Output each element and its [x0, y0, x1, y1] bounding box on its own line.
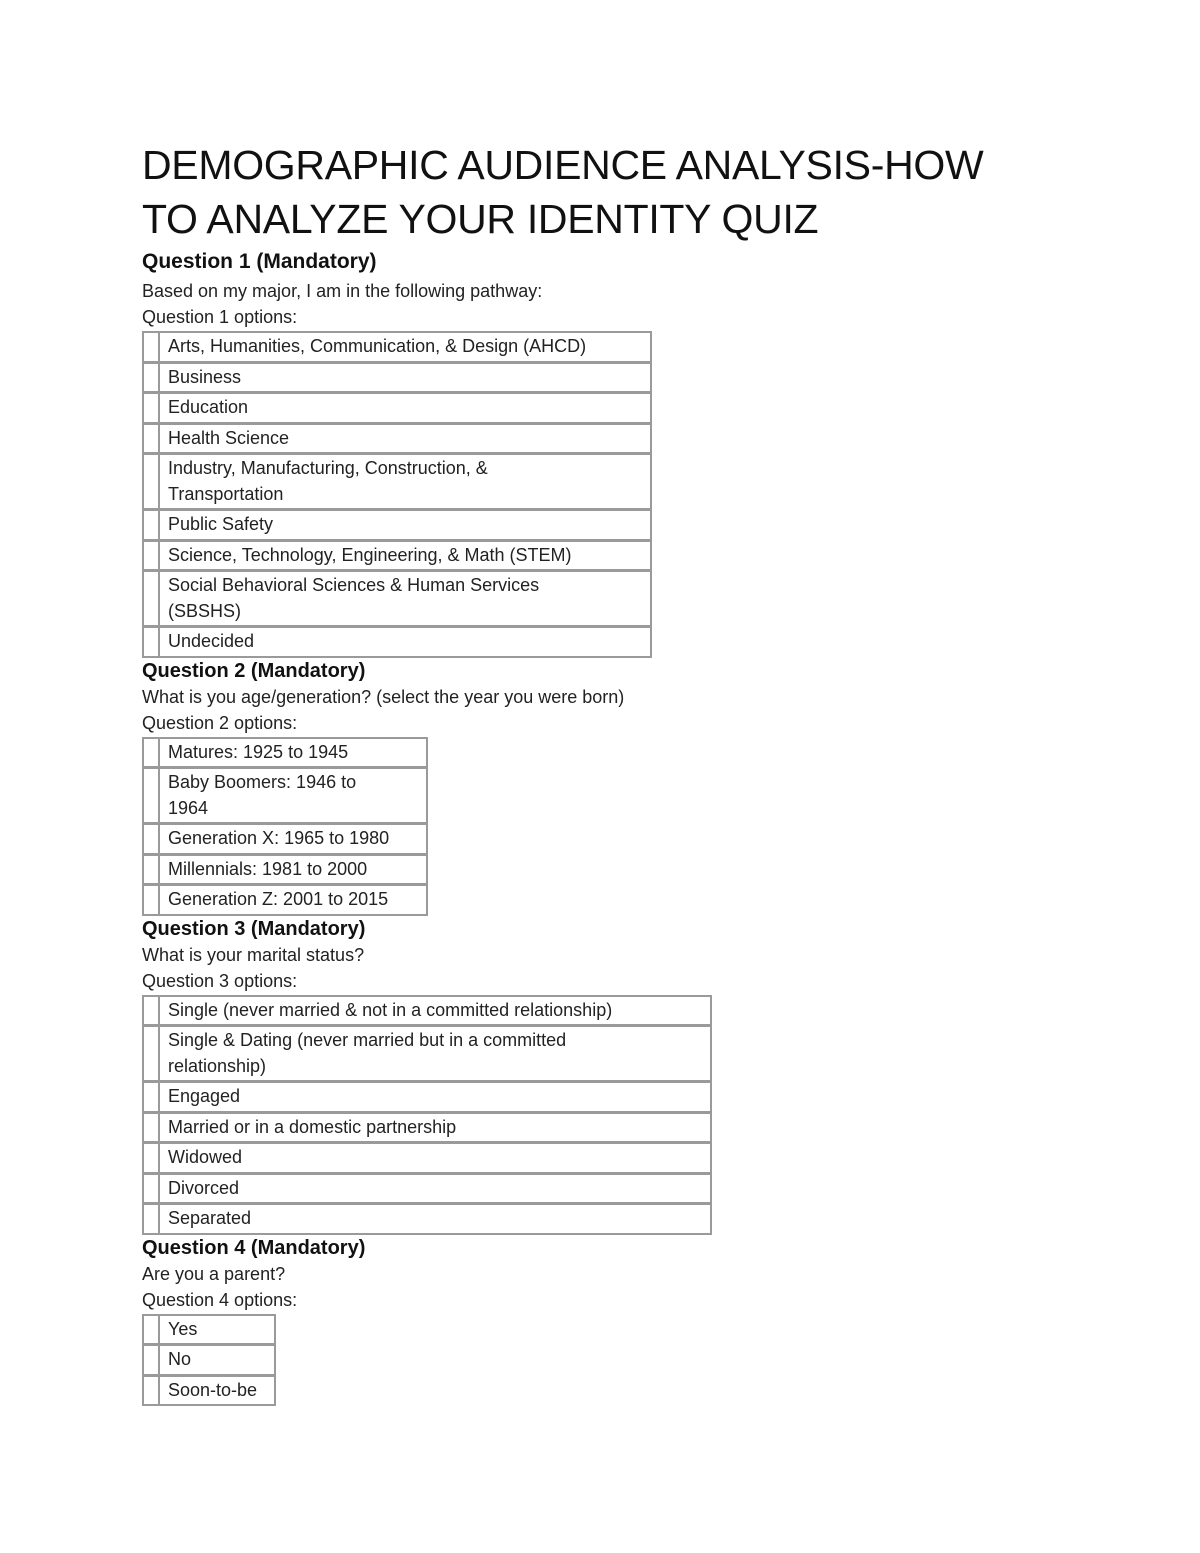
option-label: Arts, Humanities, Communication, & Design (AHCD)	[160, 332, 650, 363]
option-label: Science, Technology, Engineering, & Math (STEM)	[160, 541, 650, 572]
option-label: Soon-to-be	[160, 1376, 274, 1405]
option-row[interactable]	[144, 393, 650, 424]
checkbox[interactable]	[144, 1376, 160, 1405]
checkbox[interactable]	[144, 363, 160, 394]
option-row[interactable]	[144, 363, 650, 394]
checkbox[interactable]	[144, 885, 160, 914]
option-row[interactable]	[144, 424, 650, 455]
checkbox[interactable]	[144, 738, 160, 769]
option-row[interactable]	[144, 1204, 710, 1233]
option-label: Married or in a domestic partnership	[160, 1113, 710, 1144]
option-row[interactable]	[144, 1345, 274, 1376]
option-label: Matures: 1925 to 1945	[160, 738, 426, 769]
option-label: Health Science	[160, 424, 650, 455]
option-row[interactable]	[144, 510, 650, 541]
option-label: Generation Z: 2001 to 2015	[160, 885, 426, 914]
question-prompt: Are you a parent?	[142, 1263, 286, 1284]
option-label: No	[160, 1345, 274, 1376]
option-label: Yes	[160, 1315, 274, 1346]
option-row[interactable]	[144, 571, 650, 627]
question-4	[142, 1235, 1042, 1407]
option-label: Divorced	[160, 1174, 710, 1205]
option-label: Undecided	[160, 627, 650, 656]
question-heading: Question 3 (Mandatory)	[142, 917, 366, 940]
option-row[interactable]	[144, 332, 650, 363]
checkbox[interactable]	[144, 332, 160, 363]
option-label: Baby Boomers: 1946 to 1964	[160, 768, 426, 824]
question-prompt: What is your marital status?	[142, 944, 365, 965]
checkbox[interactable]	[144, 1143, 160, 1174]
page-title: DEMOGRAPHIC AUDIENCE ANALYSIS-HOW TO ANALYZE YOUR IDENTITY QUIZ	[142, 142, 984, 242]
option-row[interactable]	[144, 454, 650, 510]
question-heading: Question 1 (Mandatory)	[142, 250, 377, 273]
option-row[interactable]	[144, 1026, 710, 1082]
option-label: Single & Dating (never married but in a committed relationship)	[160, 1026, 710, 1082]
option-label: Engaged	[160, 1082, 710, 1113]
option-row[interactable]	[144, 768, 426, 824]
option-row[interactable]	[144, 1113, 710, 1144]
option-label: Social Behavioral Sciences & Human Services (SBSHS)	[160, 571, 650, 627]
options-label: Question 3 options:	[142, 970, 298, 991]
checkbox[interactable]	[144, 824, 160, 855]
option-label: Industry, Manufacturing, Construction, & Transportation	[160, 454, 650, 510]
options-label: Question 1 options:	[142, 307, 298, 327]
checkbox[interactable]	[144, 1204, 160, 1233]
options-table	[142, 1314, 276, 1407]
options-table	[142, 995, 712, 1235]
option-row[interactable]	[144, 1082, 710, 1113]
option-row[interactable]	[144, 855, 426, 886]
option-label: Generation X: 1965 to 1980	[160, 824, 426, 855]
option-label: Business	[160, 363, 650, 394]
option-row[interactable]	[144, 1315, 274, 1346]
checkbox[interactable]	[144, 571, 160, 627]
options-label: Question 4 options:	[142, 1289, 298, 1310]
options-label: Question 2 options:	[142, 712, 298, 733]
checkbox[interactable]	[144, 510, 160, 541]
option-label: Millennials: 1981 to 2000	[160, 855, 426, 886]
question-heading: Question 4 (Mandatory)	[142, 1236, 366, 1259]
question-heading: Question 2 (Mandatory)	[142, 659, 366, 682]
checkbox[interactable]	[144, 454, 160, 510]
checkbox[interactable]	[144, 855, 160, 886]
quiz-content	[142, 138, 1042, 1406]
checkbox[interactable]	[144, 541, 160, 572]
checkbox[interactable]	[144, 627, 160, 656]
option-row[interactable]	[144, 738, 426, 769]
checkbox[interactable]	[144, 1174, 160, 1205]
checkbox[interactable]	[144, 1026, 160, 1082]
option-row[interactable]	[144, 1174, 710, 1205]
option-label: Separated	[160, 1204, 710, 1233]
option-row[interactable]	[144, 1143, 710, 1174]
question-prompt: Based on my major, I am in the following pathway:	[142, 281, 543, 301]
checkbox[interactable]	[144, 1082, 160, 1113]
option-label: Public Safety	[160, 510, 650, 541]
option-row[interactable]	[144, 627, 650, 656]
question-2	[142, 658, 1042, 916]
option-row[interactable]	[144, 885, 426, 914]
option-label: Single (never married & not in a committed relationship)	[160, 996, 710, 1027]
checkbox[interactable]	[144, 424, 160, 455]
checkbox[interactable]	[144, 1345, 160, 1376]
question-1	[142, 247, 1042, 658]
options-table	[142, 331, 652, 658]
option-label: Widowed	[160, 1143, 710, 1174]
options-table	[142, 737, 428, 916]
option-label: Education	[160, 393, 650, 424]
checkbox[interactable]	[144, 996, 160, 1027]
option-row[interactable]	[144, 824, 426, 855]
option-row[interactable]	[144, 996, 710, 1027]
checkbox[interactable]	[144, 768, 160, 824]
checkbox[interactable]	[144, 1315, 160, 1346]
question-3	[142, 916, 1042, 1235]
checkbox[interactable]	[144, 393, 160, 424]
checkbox[interactable]	[144, 1113, 160, 1144]
question-prompt: What is you age/generation? (select the year you were born)	[142, 686, 625, 707]
option-row[interactable]	[144, 1376, 274, 1405]
option-row[interactable]	[144, 541, 650, 572]
